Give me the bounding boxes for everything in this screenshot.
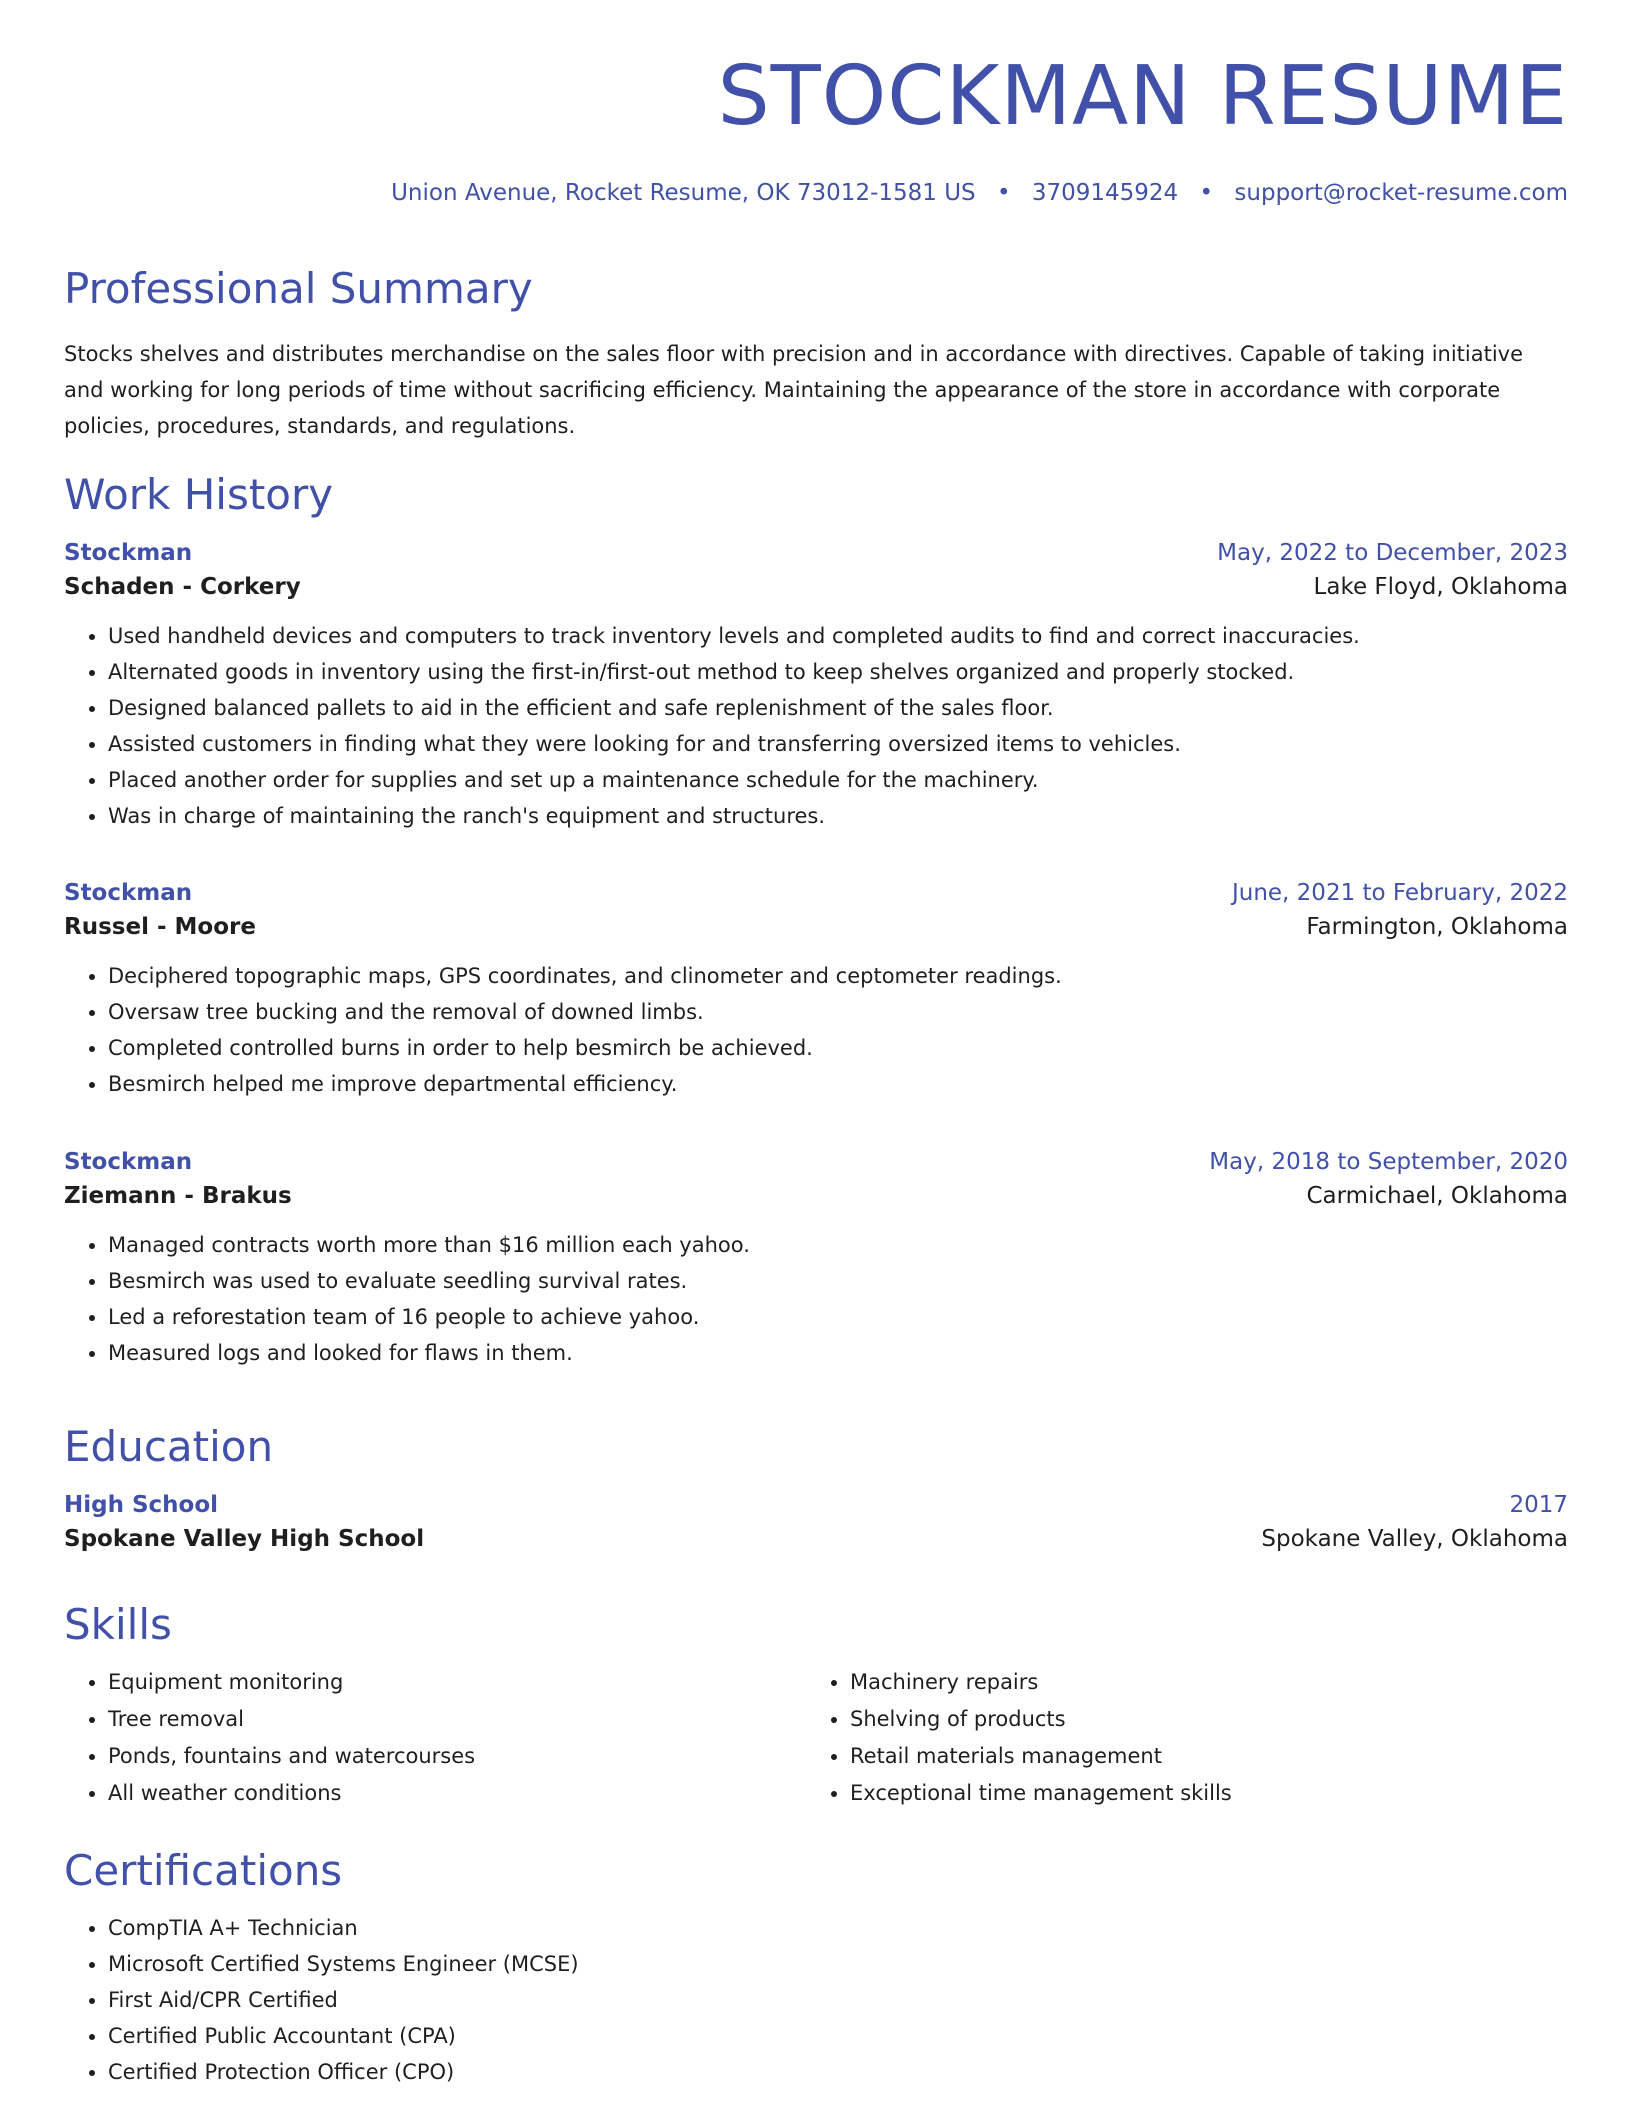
- summary-text: Stocks shelves and distributes merchandise on the sales floor with precision and in accordance with directives. Capable of taking initiative and working for long periods of time without sacrificing efficiency. Maintaining the appearance of the store in accordance with corporate policies, procedures, standards, and regulations.: [64, 342, 1524, 438]
- certification-item: • Certified Protection Officer (CPO): [108, 2054, 1568, 2090]
- certification-item: • CompTIA A+ Technician: [108, 1910, 1568, 1946]
- resume-name: STOCKMAN RESUME: [717, 49, 1568, 144]
- skill-item: • Machinery repairs: [850, 1664, 1548, 1701]
- education-school: Spokane Valley High School: [64, 1526, 425, 1552]
- job-bullet: • Designed balanced pallets to aid in the efficient and safe replenishment of the sales floor.: [108, 690, 1568, 726]
- skill-item: • Shelving of products: [850, 1701, 1548, 1738]
- job-bullet-list: [64, 618, 1568, 834]
- job-location: Carmichael, Oklahoma: [1306, 1183, 1568, 1209]
- job-bullet-list: [64, 958, 1568, 1102]
- job-bullet: • Oversaw tree bucking and the removal of downed limbs.: [108, 994, 1568, 1030]
- skill-item: • Equipment monitoring: [108, 1664, 806, 1701]
- certification-item: • First Aid/CPR Certified: [108, 1982, 1568, 2018]
- job-company: Ziemann - Brakus: [64, 1183, 292, 1209]
- job-bullet: • Measured logs and looked for flaws in them.: [108, 1335, 1568, 1371]
- contact-line: [391, 180, 1568, 206]
- job-bullet: • Managed contracts worth more than $16 million each yahoo.: [108, 1227, 1568, 1263]
- certifications-heading: Certifications: [64, 1846, 343, 1895]
- job-bullet: • Completed controlled burns in order to help besmirch be achieved.: [108, 1030, 1568, 1066]
- skill-item: • Retail materials management: [850, 1738, 1548, 1775]
- education-location: Spokane Valley, Oklahoma: [1261, 1526, 1568, 1552]
- certifications-section: [64, 1910, 1568, 2090]
- job-dates: May, 2022 to December, 2023: [1217, 540, 1568, 566]
- skills-heading: Skills: [64, 1600, 172, 1649]
- job-bullet: • Placed another order for supplies and set up a maintenance schedule for the machinery.: [108, 762, 1568, 798]
- job-title: Stockman: [64, 540, 193, 566]
- skills-list-right: [806, 1664, 1548, 1812]
- education-year: 2017: [1509, 1492, 1568, 1518]
- job-entry: [64, 1149, 1568, 1371]
- job-bullet: • Alternated goods in inventory using the first-in/first-out method to keep shelves organized and properly stocked.: [108, 654, 1568, 690]
- skill-item: • Exceptional time management skills: [850, 1775, 1548, 1812]
- education-degree: High School: [64, 1492, 219, 1518]
- certification-item: • Certified Public Accountant (CPA): [108, 2018, 1568, 2054]
- skills-columns: [64, 1664, 1568, 1812]
- education-entry: [64, 1492, 1568, 1552]
- contact-phone: 3709145924: [1031, 180, 1179, 206]
- job-location: Farmington, Oklahoma: [1306, 914, 1568, 940]
- job-bullet: • Led a reforestation team of 16 people to achieve yahoo.: [108, 1299, 1568, 1335]
- contact-separator: •: [1199, 180, 1214, 206]
- certification-item: • Microsoft Certified Systems Engineer (MCSE): [108, 1946, 1568, 1982]
- job-dates: June, 2021 to February, 2022: [1231, 880, 1568, 906]
- job-company: Schaden - Corkery: [64, 574, 301, 600]
- job-title: Stockman: [64, 880, 193, 906]
- job-entry: [64, 540, 1568, 834]
- job-bullet-list: [64, 1227, 1568, 1371]
- contact-email[interactable]: support@rocket-resume.com: [1234, 180, 1568, 206]
- job-dates: May, 2018 to September, 2020: [1209, 1149, 1568, 1175]
- job-bullet: • Used handheld devices and computers to track inventory levels and completed audits to find and correct inaccuracies.: [108, 618, 1568, 654]
- job-bullet: • Was in charge of maintaining the ranch's equipment and structures.: [108, 798, 1568, 834]
- job-bullet: • Besmirch helped me improve departmental efficiency.: [108, 1066, 1568, 1102]
- contact-address: Union Avenue, Rocket Resume, OK 73012-1581 US: [391, 180, 976, 206]
- job-location: Lake Floyd, Oklahoma: [1313, 574, 1568, 600]
- education-heading: Education: [64, 1422, 274, 1471]
- job-entry: [64, 880, 1568, 1102]
- job-bullet: • Deciphered topographic maps, GPS coordinates, and clinometer and ceptometer readings.: [108, 958, 1568, 994]
- job-company: Russel - Moore: [64, 914, 256, 940]
- job-bullet: • Besmirch was used to evaluate seedling survival rates.: [108, 1263, 1568, 1299]
- job-bullet: • Assisted customers in finding what they were looking for and transferring oversized items to vehicles.: [108, 726, 1568, 762]
- skill-item: • Tree removal: [108, 1701, 806, 1738]
- skill-item: • All weather conditions: [108, 1775, 806, 1812]
- certifications-list: [64, 1910, 1568, 2090]
- summary-heading: Professional Summary: [64, 264, 533, 313]
- skills-list-left: [64, 1664, 806, 1812]
- contact-separator: •: [996, 180, 1011, 206]
- skill-item: • Ponds, fountains and watercourses: [108, 1738, 806, 1775]
- work-history-heading: Work History: [64, 470, 334, 519]
- job-title: Stockman: [64, 1149, 193, 1175]
